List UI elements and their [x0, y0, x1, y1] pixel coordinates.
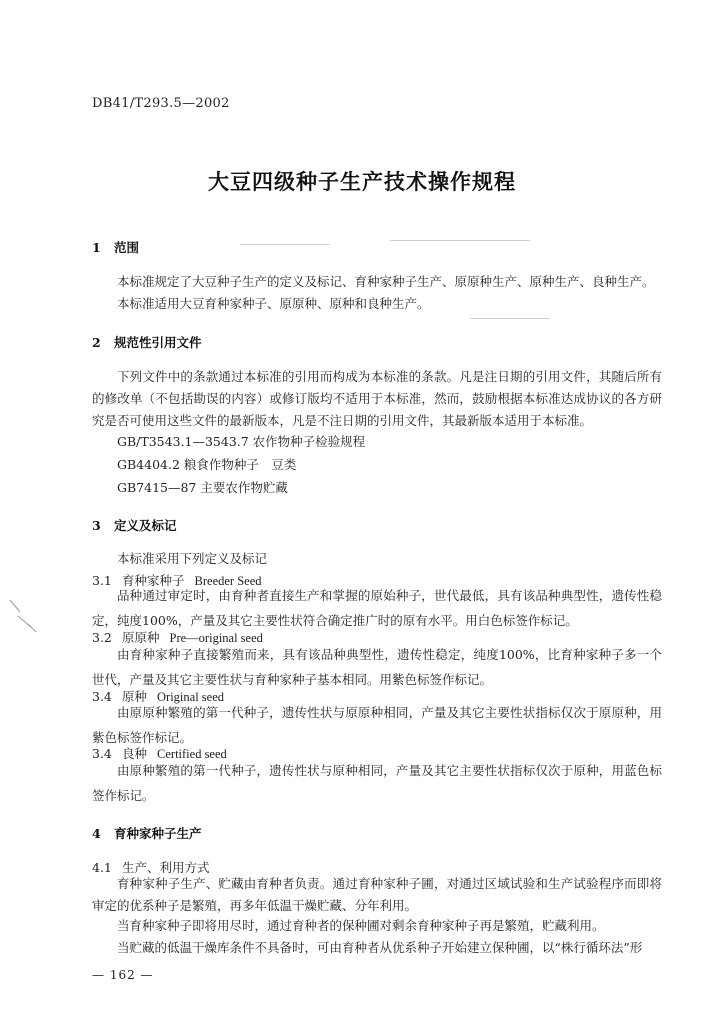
reference-item: GB7415—87 主要农作物贮藏 — [117, 480, 288, 495]
scan-artifact — [390, 240, 530, 241]
section-3-heading — [92, 516, 177, 534]
section-2-paragraph: 下列文件中的条款通过本标准的引用而构成为本标准的条款。凡是注日期的引用文件，其随后所有的修改单（不包括勘误的内容）或修订版均不适用于本标准，然而，鼓励根据本标准达成协议的各方研究是否可使用这些文件的最新版本，凡是不注日期的引用文件，其最新版本适用于本标准。 — [92, 369, 662, 428]
definition-text: 由原原种繁殖的第一代种子，遗传性状与原原种相同，产量及其它主要性状指标仅次于原原种，用紫色标签作标记。 — [92, 705, 662, 745]
section-number: 2 — [92, 335, 101, 350]
clause-paragraph: 当育种家种子即将用尽时，通过育种者的保种圃对剩余育种家种子再是繁殖，贮藏利用。 — [117, 918, 605, 933]
section-1-paragraph-2: 本标准适用大豆育种家种子、原原种、原种和良种生产。 — [117, 296, 430, 311]
section-4-heading — [92, 824, 202, 842]
section-1-paragraph-1: 本标准规定了大豆种子生产的定义及标记、育种家种子生产、原原种生产、原种生产、良种生产。 — [117, 274, 655, 289]
section-title: 育种家种子生产 — [114, 826, 202, 841]
page-number: — 162 — — [92, 968, 154, 982]
clause-number: 4.1 — [92, 860, 112, 875]
scan-artifact — [240, 244, 330, 245]
definition-text: 由原种繁殖的第一代种子，遗传性状与原种相同，产量及其它主要性状指标仅次于原种，用蓝色标签作标记。 — [92, 763, 662, 803]
definition-text: 品种通过审定时，由育种者直接生产和掌握的原始种子，世代最低，具有该品种典型性，遗传性稳定，纯度100%，产量及其它主要性状符合确定推广时的原有水平。用白色标签作标记。 — [92, 588, 662, 628]
section-title: 范围 — [114, 240, 140, 255]
clause-paragraph: 育种家种子生产、贮藏由育种者负责。通过育种家种子圃，对通过区域试验和生产试验程序而即将审定的优系种子是繁殖，再多年低温干燥贮藏、分年利用。 — [92, 876, 662, 913]
term: 原原种 — [122, 630, 160, 645]
term-english: Pre—original seed — [169, 631, 263, 645]
section-2-heading — [92, 333, 202, 351]
section-3-intro: 本标准采用下列定义及标记 — [117, 551, 268, 566]
standard-number: DB41/T293.5—2002 — [92, 96, 230, 111]
scan-artifact — [470, 318, 550, 319]
clause-number: 3.2 — [92, 630, 112, 645]
clause-number: 3.4 — [92, 746, 112, 761]
section-number: 3 — [92, 518, 101, 533]
section-1-heading — [92, 238, 139, 256]
clause-paragraph: 当贮藏的低温干燥库条件不具备时，可由育种者从优系种子开始建立保种圃，以“株行循环法”形 — [117, 940, 643, 955]
definition-text: 由育种家种子直接繁殖而来，具有该品种典型性，遗传性稳定，纯度100%，比育种家种子多一个世代，产量及其它主要性状与育种家种子基本相同。用紫色标签作标记。 — [92, 647, 662, 687]
term: 良种 — [122, 746, 148, 761]
clause-title: 生产、利用方式 — [122, 860, 210, 875]
term: 育种家种子 — [122, 573, 185, 588]
clause-number: 3.1 — [92, 573, 112, 588]
section-number: 4 — [92, 826, 101, 841]
reference-item: GB/T3543.1—3543.7 农作物种子检验规程 — [117, 434, 366, 449]
term-english: Original seed — [157, 690, 225, 704]
section-number: 1 — [92, 240, 101, 255]
term: 原种 — [122, 689, 148, 704]
reference-item: GB4404.2 粮食作物种子 豆类 — [117, 457, 297, 472]
scan-mark — [8, 598, 38, 634]
section-title: 规范性引用文件 — [114, 335, 202, 350]
clause-number: 3.4 — [92, 689, 112, 704]
document-title: 大豆四级种子生产技术操作规程 — [208, 169, 516, 194]
term-english: Breeder Seed — [194, 574, 262, 588]
section-title: 定义及标记 — [114, 518, 177, 533]
term-english: Certified seed — [157, 747, 227, 761]
